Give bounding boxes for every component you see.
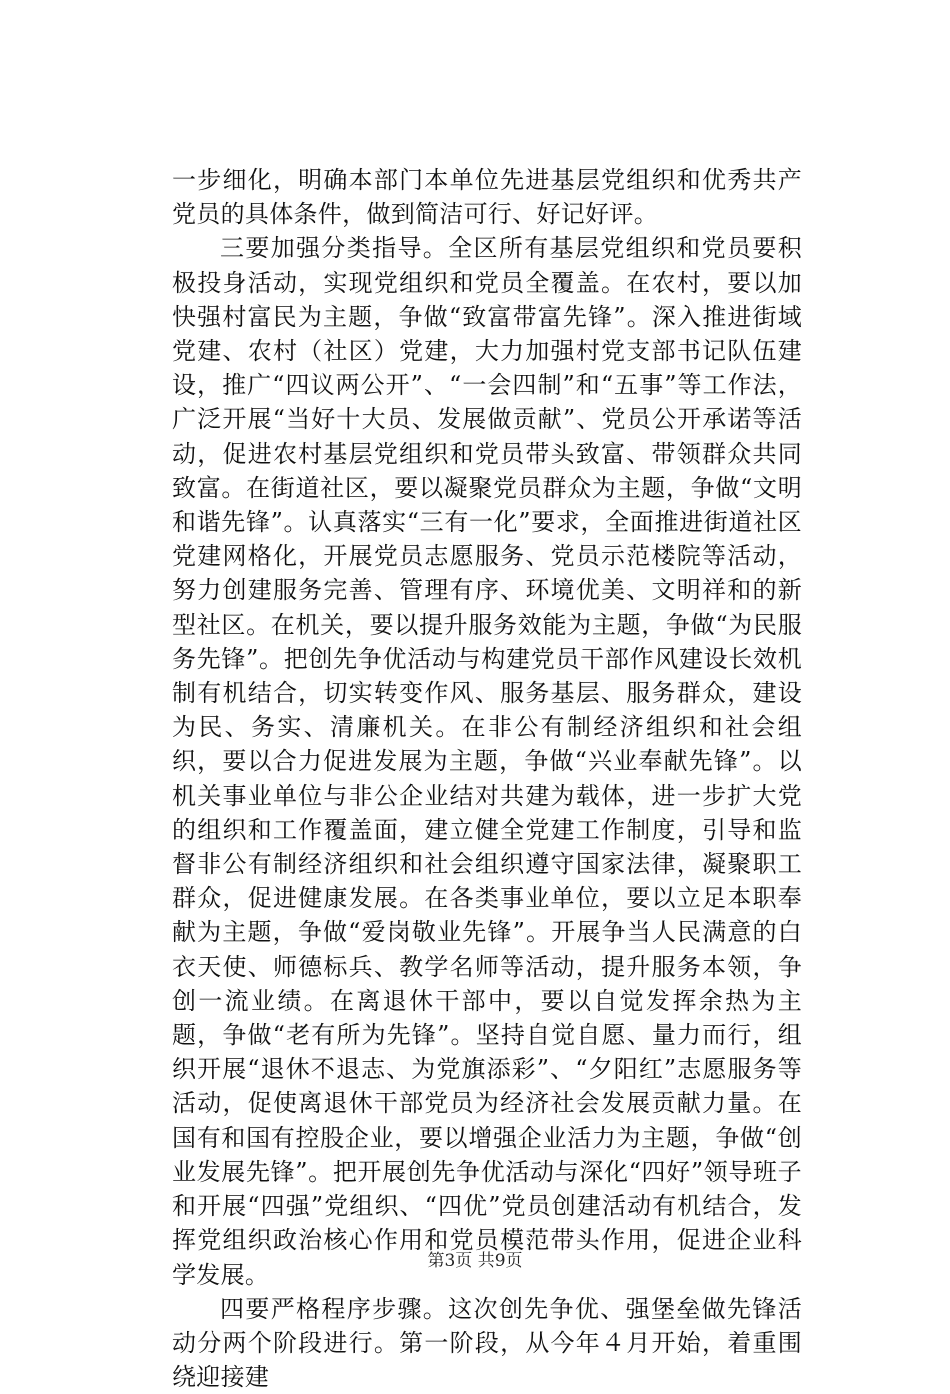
document-body: [172, 163, 802, 1394]
paragraph-continuation: 一步细化，明确本部门本单位先进基层党组织和优秀共产党员的具体条件，做到简洁可行、好记好评。: [172, 166, 802, 229]
paragraph-procedure-steps: 四要严格程序步骤。这次创先争优、强堡垒做先锋活动分两个阶段进行。第一阶段，从今年４月开始，着重围绕迎接建: [172, 1294, 802, 1392]
page-number-footer: 第3页 共9页: [427, 1251, 523, 1271]
paragraph-category-guidance: 三要加强分类指导。全区所有基层党组织和党员要积极投身活动，实现党组织和党员全覆盖。在农村，要以加快强村富民为主题，争做“致富带富先锋”。深入推进街域党建、农村（社区）党建，大力加强村党支部书记队伍建设，推广“四议两公开”、“一会四制”和“五事”等工作法，广泛开展“当好十大员、发展做贡献”、党员公开承诺等活动，促进农村基层党组织和党员带头致富、带领群众共同致富。在街道社区，要以凝聚党员群众为主题，争做“文明和谐先锋”。认真落实“三有一化”要求，全面推进街道社区党建网格化，开展党员志愿服务、党员示范楼院等活动，努力创建服务完善、管理有序、环境优美、文明祥和的新型社区。在机关，要以提升服务效能为主题，争做“为民服务先锋”。把创先争优活动与构建党员干部作风建设长效机制有机结合，切实转变作风、服务基层、服务群众，建设为民、务实、清廉机关。在非公有制经济组织和社会组织，要以合力促进发展为主题，争做“兴业奉献先锋”。以机关事业单位与非公企业结对共建为载体，进一步扩大党的组织和工作覆盖面，建立健全党建工作制度，引导和监督非公有制经济组织和社会组织遵守国家法律，凝聚职工群众，促进健康发展。在各类事业单位，要以立足本职奉献为主题，争做“爱岗敬业先锋”。开展争当人民满意的白衣天使、师德标兵、教学名师等活动，提升服务本领，争创一流业绩。在离退休干部中，要以自觉发挥余热为主题，争做“老有所为先锋”。坚持自觉自愿、量力而行，组织开展“退休不退志、为党旗添彩”、“夕阳红”志愿服务等活动，促使离退休干部党员为经济社会发展贡献力量。在国有和国有控股企业，要以增强企业活力为主题，争做“创业发展先锋”。把开展创先争优活动与深化“四好”领导班子和开展“四强”党组织、“四优”党员创建活动有机结合，发挥党组织政治核心作用和党员模范带头作用，促进企业科学发展。: [172, 234, 802, 1289]
